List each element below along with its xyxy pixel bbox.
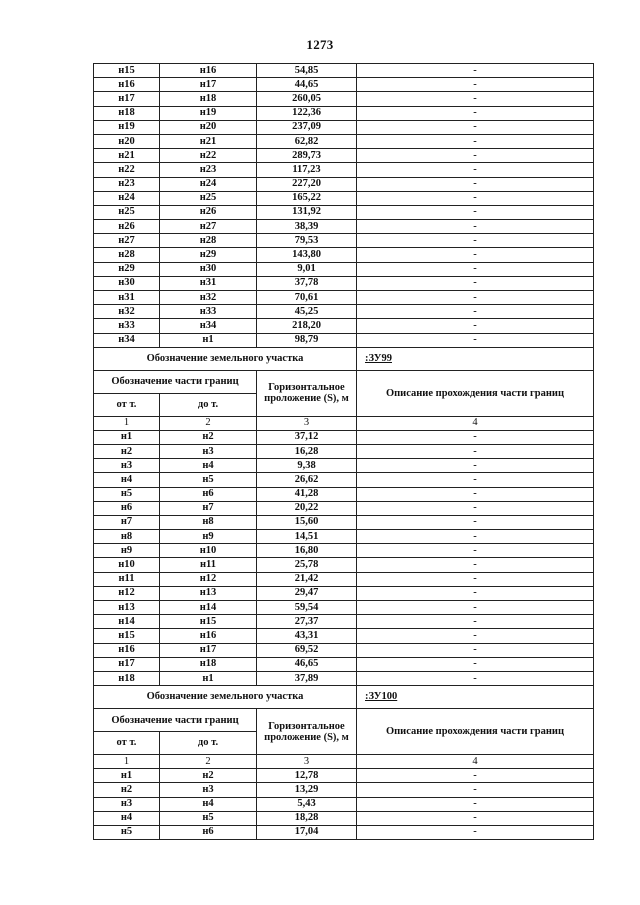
to-point-cell: н14 [160, 601, 257, 615]
to-point-cell: н1 [160, 333, 257, 347]
to-point-cell: н3 [160, 444, 257, 458]
to-point-cell: н5 [160, 811, 257, 825]
length-cell: 260,05 [257, 92, 357, 106]
table-row [94, 134, 594, 148]
length-cell: 5,43 [257, 797, 357, 811]
parcel-code: :ЗУ99 [357, 347, 594, 370]
description-cell: - [357, 797, 594, 811]
to-point-cell: н7 [160, 501, 257, 515]
table-row [94, 769, 594, 783]
from-point-cell: н27 [94, 234, 160, 248]
from-point-cell: н4 [94, 811, 160, 825]
table-row [94, 797, 594, 811]
from-point-cell: н6 [94, 501, 160, 515]
table-row [94, 473, 594, 487]
part-label-header: Обозначение части границ [94, 709, 257, 732]
length-cell: 12,78 [257, 769, 357, 783]
to-point-cell: н6 [160, 487, 257, 501]
from-point-cell: н25 [94, 205, 160, 219]
table-row [94, 501, 594, 515]
description-cell: - [357, 671, 594, 685]
description-cell: - [357, 515, 594, 529]
table-row [94, 276, 594, 290]
length-cell: 16,28 [257, 444, 357, 458]
description-cell: - [357, 501, 594, 515]
table-row [94, 671, 594, 685]
description-cell: - [357, 430, 594, 444]
to-point-cell: н16 [160, 64, 257, 78]
from-point-cell: н31 [94, 291, 160, 305]
from-point-cell: н24 [94, 191, 160, 205]
description-cell: - [357, 64, 594, 78]
length-header: Горизонтальное проложение (S), м [257, 709, 357, 755]
table-row [94, 64, 594, 78]
table-row [94, 78, 594, 92]
description-cell: - [357, 248, 594, 262]
length-cell: 18,28 [257, 811, 357, 825]
boundary-table [93, 63, 594, 840]
description-cell: - [357, 643, 594, 657]
table-row [94, 586, 594, 600]
from-point-cell: н10 [94, 558, 160, 572]
table-row [94, 305, 594, 319]
to-point-cell: н20 [160, 120, 257, 134]
table-row [94, 601, 594, 615]
length-cell: 62,82 [257, 134, 357, 148]
description-cell: - [357, 783, 594, 797]
length-cell: 218,20 [257, 319, 357, 333]
from-point-cell: н3 [94, 797, 160, 811]
description-cell: - [357, 191, 594, 205]
to-point-cell: н12 [160, 572, 257, 586]
table-row [94, 444, 594, 458]
description-cell: - [357, 572, 594, 586]
description-cell: - [357, 473, 594, 487]
table-row [94, 629, 594, 643]
to-point-cell: н34 [160, 319, 257, 333]
table-row [94, 149, 594, 163]
from-point-cell: н15 [94, 629, 160, 643]
to-point-cell: н31 [160, 276, 257, 290]
to-point-cell: н4 [160, 797, 257, 811]
length-cell: 37,89 [257, 671, 357, 685]
from-point-cell: н14 [94, 615, 160, 629]
length-cell: 46,65 [257, 657, 357, 671]
to-header: до т. [160, 732, 257, 755]
length-cell: 17,04 [257, 825, 357, 839]
from-point-cell: н16 [94, 643, 160, 657]
from-point-cell: н12 [94, 586, 160, 600]
table-row [94, 120, 594, 134]
description-cell: - [357, 205, 594, 219]
table-row [94, 811, 594, 825]
description-header: Описание прохождения части границ [357, 370, 594, 416]
to-point-cell: н19 [160, 106, 257, 120]
column-number-cell: 2 [160, 416, 257, 430]
table-row [94, 106, 594, 120]
length-cell: 43,31 [257, 629, 357, 643]
header-row [94, 709, 594, 732]
column-number-cell: 1 [94, 755, 160, 769]
length-cell: 117,23 [257, 163, 357, 177]
from-point-cell: н18 [94, 671, 160, 685]
column-number-row [94, 755, 594, 769]
to-point-cell: н30 [160, 262, 257, 276]
from-point-cell: н26 [94, 220, 160, 234]
description-cell: - [357, 134, 594, 148]
to-point-cell: н4 [160, 459, 257, 473]
table-row [94, 191, 594, 205]
length-cell: 16,80 [257, 544, 357, 558]
to-point-cell: н22 [160, 149, 257, 163]
header-row [94, 370, 594, 393]
to-point-cell: н21 [160, 134, 257, 148]
table-row [94, 530, 594, 544]
length-cell: 122,36 [257, 106, 357, 120]
description-cell: - [357, 78, 594, 92]
from-point-cell: н21 [94, 149, 160, 163]
table-row [94, 205, 594, 219]
description-cell: - [357, 811, 594, 825]
from-point-cell: н13 [94, 601, 160, 615]
description-cell: - [357, 106, 594, 120]
column-number-cell: 4 [357, 755, 594, 769]
from-point-cell: н8 [94, 530, 160, 544]
description-cell: - [357, 444, 594, 458]
to-point-cell: н18 [160, 92, 257, 106]
to-point-cell: н11 [160, 558, 257, 572]
length-cell: 59,54 [257, 601, 357, 615]
description-cell: - [357, 177, 594, 191]
from-point-cell: н19 [94, 120, 160, 134]
from-point-cell: н16 [94, 78, 160, 92]
length-cell: 14,51 [257, 530, 357, 544]
to-point-cell: н23 [160, 163, 257, 177]
from-point-cell: н32 [94, 305, 160, 319]
description-cell: - [357, 615, 594, 629]
table-row [94, 248, 594, 262]
to-point-cell: н32 [160, 291, 257, 305]
description-cell: - [357, 629, 594, 643]
to-header: до т. [160, 393, 257, 416]
to-point-cell: н28 [160, 234, 257, 248]
description-cell: - [357, 305, 594, 319]
to-point-cell: н26 [160, 205, 257, 219]
from-point-cell: н5 [94, 825, 160, 839]
table-row [94, 220, 594, 234]
length-cell: 20,22 [257, 501, 357, 515]
description-cell: - [357, 276, 594, 290]
length-cell: 44,65 [257, 78, 357, 92]
parcel-title-row [94, 686, 594, 709]
length-cell: 21,42 [257, 572, 357, 586]
to-point-cell: н6 [160, 825, 257, 839]
table-row [94, 319, 594, 333]
to-point-cell: н5 [160, 473, 257, 487]
parcel-title-row [94, 347, 594, 370]
table-row [94, 657, 594, 671]
length-cell: 13,29 [257, 783, 357, 797]
part-label-header: Обозначение части границ [94, 370, 257, 393]
table-row [94, 163, 594, 177]
to-point-cell: н3 [160, 783, 257, 797]
from-point-cell: н4 [94, 473, 160, 487]
from-header: от т. [94, 393, 160, 416]
table-row [94, 92, 594, 106]
length-cell: 54,85 [257, 64, 357, 78]
table-row [94, 291, 594, 305]
description-cell: - [357, 586, 594, 600]
description-cell: - [357, 149, 594, 163]
table-row [94, 487, 594, 501]
table-row [94, 783, 594, 797]
from-point-cell: н1 [94, 769, 160, 783]
from-point-cell: н29 [94, 262, 160, 276]
parcel-code: :ЗУ100 [357, 686, 594, 709]
page-number: 1273 [306, 37, 334, 52]
length-cell: 98,79 [257, 333, 357, 347]
from-point-cell: н22 [94, 163, 160, 177]
length-cell: 37,12 [257, 430, 357, 444]
description-cell: - [357, 769, 594, 783]
length-cell: 289,73 [257, 149, 357, 163]
description-cell: - [357, 530, 594, 544]
to-point-cell: н9 [160, 530, 257, 544]
to-point-cell: н8 [160, 515, 257, 529]
length-cell: 69,52 [257, 643, 357, 657]
table-row [94, 825, 594, 839]
length-cell: 45,25 [257, 305, 357, 319]
table-row [94, 558, 594, 572]
to-point-cell: н24 [160, 177, 257, 191]
from-point-cell: н11 [94, 572, 160, 586]
table-row [94, 262, 594, 276]
table-row [94, 515, 594, 529]
description-cell: - [357, 558, 594, 572]
from-point-cell: н33 [94, 319, 160, 333]
length-cell: 237,09 [257, 120, 357, 134]
description-cell: - [357, 220, 594, 234]
length-cell: 26,62 [257, 473, 357, 487]
table-row [94, 177, 594, 191]
length-cell: 27,37 [257, 615, 357, 629]
table-row [94, 643, 594, 657]
length-cell: 41,28 [257, 487, 357, 501]
to-point-cell: н2 [160, 769, 257, 783]
description-cell: - [357, 291, 594, 305]
from-point-cell: н9 [94, 544, 160, 558]
column-number-cell: 4 [357, 416, 594, 430]
table-row [94, 234, 594, 248]
table-row [94, 333, 594, 347]
table-row [94, 544, 594, 558]
to-point-cell: н15 [160, 615, 257, 629]
description-cell: - [357, 459, 594, 473]
table-row [94, 430, 594, 444]
to-point-cell: н18 [160, 657, 257, 671]
to-point-cell: н1 [160, 671, 257, 685]
from-point-cell: н3 [94, 459, 160, 473]
from-point-cell: н28 [94, 248, 160, 262]
from-point-cell: н17 [94, 657, 160, 671]
column-number-row [94, 416, 594, 430]
from-point-cell: н1 [94, 430, 160, 444]
to-point-cell: н10 [160, 544, 257, 558]
description-header: Описание прохождения части границ [357, 709, 594, 755]
table-row [94, 459, 594, 473]
from-point-cell: н15 [94, 64, 160, 78]
length-cell: 227,20 [257, 177, 357, 191]
description-cell: - [357, 544, 594, 558]
from-point-cell: н2 [94, 783, 160, 797]
length-cell: 70,61 [257, 291, 357, 305]
column-number-cell: 1 [94, 416, 160, 430]
to-point-cell: н25 [160, 191, 257, 205]
to-point-cell: н13 [160, 586, 257, 600]
table-row [94, 572, 594, 586]
from-point-cell: н5 [94, 487, 160, 501]
length-cell: 79,53 [257, 234, 357, 248]
length-cell: 37,78 [257, 276, 357, 290]
length-cell: 131,92 [257, 205, 357, 219]
length-cell: 38,39 [257, 220, 357, 234]
description-cell: - [357, 92, 594, 106]
from-header: от т. [94, 732, 160, 755]
description-cell: - [357, 262, 594, 276]
from-point-cell: н34 [94, 333, 160, 347]
description-cell: - [357, 163, 594, 177]
table-row [94, 615, 594, 629]
from-point-cell: н2 [94, 444, 160, 458]
to-point-cell: н27 [160, 220, 257, 234]
from-point-cell: н20 [94, 134, 160, 148]
length-cell: 29,47 [257, 586, 357, 600]
description-cell: - [357, 333, 594, 347]
description-cell: - [357, 120, 594, 134]
length-cell: 15,60 [257, 515, 357, 529]
from-point-cell: н18 [94, 106, 160, 120]
description-cell: - [357, 234, 594, 248]
parcel-title-label: Обозначение земельного участка [94, 686, 357, 709]
column-number-cell: 3 [257, 755, 357, 769]
description-cell: - [357, 319, 594, 333]
to-point-cell: н2 [160, 430, 257, 444]
boundary-table-body [94, 64, 594, 840]
to-point-cell: н17 [160, 78, 257, 92]
length-cell: 165,22 [257, 191, 357, 205]
parcel-title-label: Обозначение земельного участка [94, 347, 357, 370]
length-cell: 9,38 [257, 459, 357, 473]
description-cell: - [357, 487, 594, 501]
length-cell: 9,01 [257, 262, 357, 276]
to-point-cell: н29 [160, 248, 257, 262]
from-point-cell: н7 [94, 515, 160, 529]
length-cell: 25,78 [257, 558, 357, 572]
length-cell: 143,80 [257, 248, 357, 262]
length-header: Горизонтальное проложение (S), м [257, 370, 357, 416]
to-point-cell: н33 [160, 305, 257, 319]
column-number-cell: 2 [160, 755, 257, 769]
to-point-cell: н16 [160, 629, 257, 643]
column-number-cell: 3 [257, 416, 357, 430]
to-point-cell: н17 [160, 643, 257, 657]
description-cell: - [357, 657, 594, 671]
from-point-cell: н17 [94, 92, 160, 106]
from-point-cell: н30 [94, 276, 160, 290]
description-cell: - [357, 601, 594, 615]
description-cell: - [357, 825, 594, 839]
from-point-cell: н23 [94, 177, 160, 191]
